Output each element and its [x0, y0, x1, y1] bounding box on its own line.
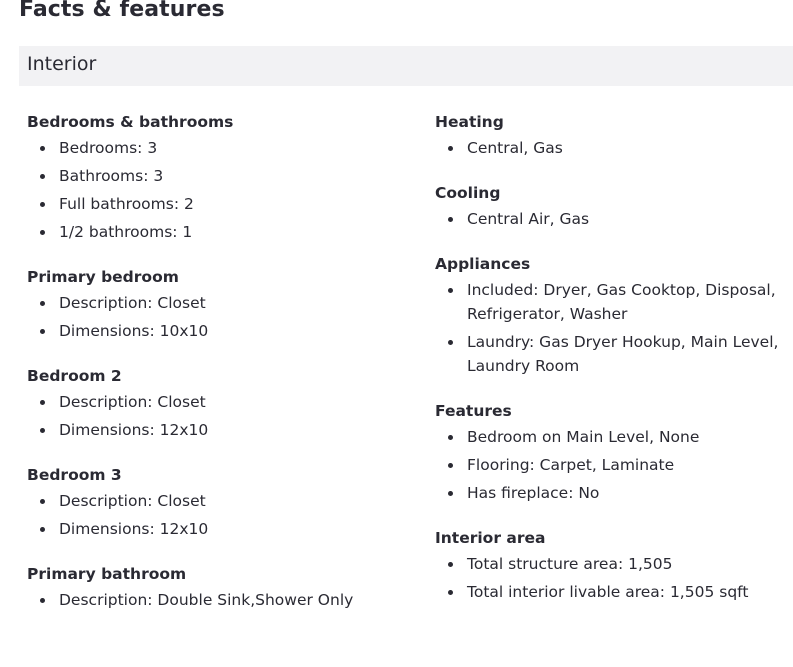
fact-item: Description: Double Sink,Shower Only [27, 588, 407, 612]
fact-group-cooling [435, 182, 793, 231]
facts-column-left [27, 111, 407, 634]
fact-item: Central Air, Gas [435, 207, 793, 231]
fact-group-title: Features [435, 402, 512, 420]
fact-item: Description: Closet [27, 291, 407, 315]
fact-item: Bedroom on Main Level, None [435, 425, 793, 449]
fact-list [27, 489, 407, 541]
fact-item: Included: Dryer, Gas Cooktop, Disposal, Refrigerator, Washer [435, 278, 793, 326]
fact-group-title: Interior area [435, 529, 546, 547]
fact-group-bedroom-3 [27, 464, 407, 541]
fact-item: 1/2 bathrooms: 1 [27, 220, 407, 244]
fact-group-bedrooms-bathrooms [27, 111, 407, 244]
fact-group-title: Bedroom 3 [27, 466, 122, 484]
fact-group-heating [435, 111, 793, 160]
fact-list [27, 136, 407, 244]
fact-group-primary-bathroom [27, 563, 407, 612]
fact-item: Total interior livable area: 1,505 sqft [435, 580, 793, 604]
page-title: Facts & features [19, 0, 225, 22]
fact-item: Dimensions: 12x10 [27, 517, 407, 541]
fact-group-bedroom-2 [27, 365, 407, 442]
facts-column-right [435, 111, 793, 626]
fact-group-title: Bedroom 2 [27, 367, 122, 385]
fact-item: Laundry: Gas Dryer Hookup, Main Level, Laundry Room [435, 330, 793, 378]
section-header-interior[interactable] [19, 46, 793, 86]
fact-group-title: Bedrooms & bathrooms [27, 113, 234, 131]
fact-item: Full bathrooms: 2 [27, 192, 407, 216]
fact-item: Total structure area: 1,505 [435, 552, 793, 576]
fact-list [27, 588, 407, 612]
fact-group-title: Primary bedroom [27, 268, 179, 286]
fact-list [435, 425, 793, 505]
fact-list [27, 291, 407, 343]
fact-item: Description: Closet [27, 390, 407, 414]
fact-group-title: Appliances [435, 255, 531, 273]
fact-item: Bathrooms: 3 [27, 164, 407, 188]
fact-list [27, 390, 407, 442]
fact-list [435, 278, 793, 378]
fact-item: Bedrooms: 3 [27, 136, 407, 160]
fact-group-interior-area [435, 527, 793, 604]
fact-item: Description: Closet [27, 489, 407, 513]
fact-group-title: Cooling [435, 184, 501, 202]
section-title: Interior [27, 53, 97, 75]
fact-item: Dimensions: 10x10 [27, 319, 407, 343]
fact-list [435, 136, 793, 160]
fact-item: Has fireplace: No [435, 481, 793, 505]
fact-group-title: Primary bathroom [27, 565, 187, 583]
fact-group-appliances [435, 253, 793, 378]
fact-group-primary-bedroom [27, 266, 407, 343]
fact-item: Flooring: Carpet, Laminate [435, 453, 793, 477]
fact-group-features [435, 400, 793, 505]
fact-list [435, 552, 793, 604]
fact-group-title: Heating [435, 113, 504, 131]
fact-item: Central, Gas [435, 136, 793, 160]
fact-item: Dimensions: 12x10 [27, 418, 407, 442]
fact-list [435, 207, 793, 231]
